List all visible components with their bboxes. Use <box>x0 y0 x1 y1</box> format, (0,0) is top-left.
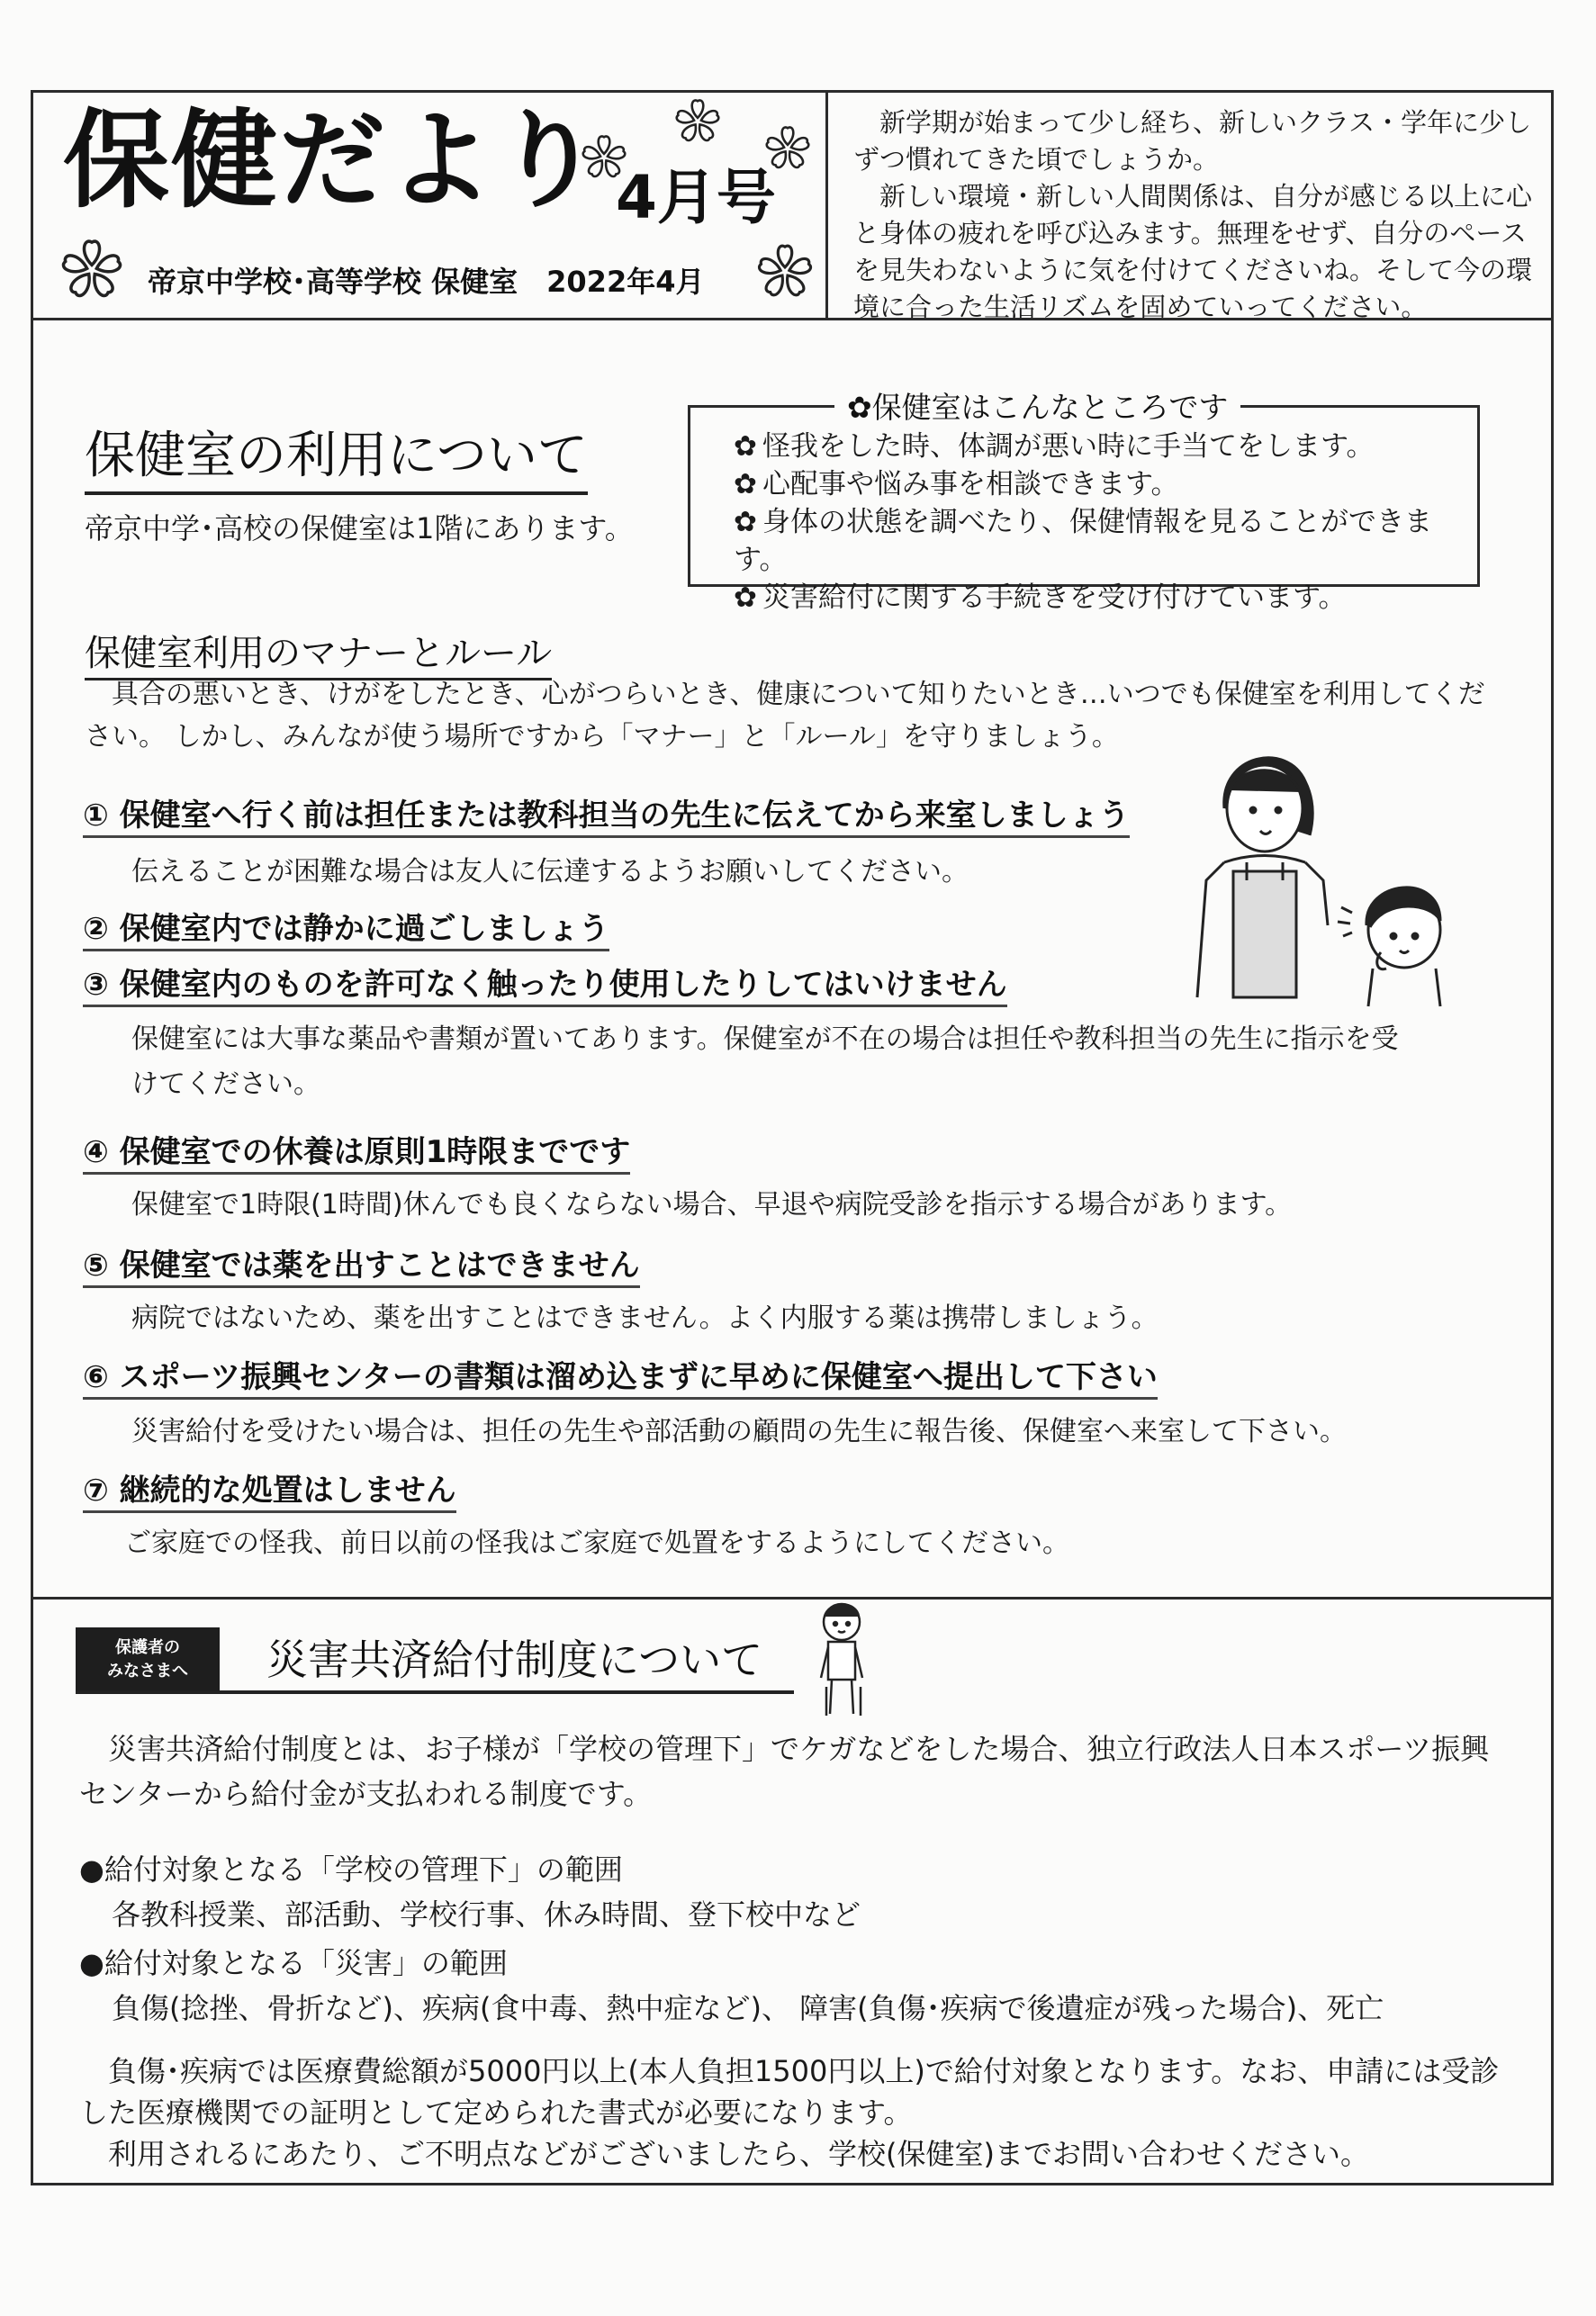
newsletter-title: 保健だより <box>63 98 604 222</box>
flower-bullet-icon: ✿ <box>734 581 757 614</box>
contact-note: 利用されるにあたり、ご不明点などがございましたら、学校(保健室)までお問い合わせください。 <box>108 2137 1369 2171</box>
flower-bullet-icon: ✿ <box>734 468 757 500</box>
rule-1-heading: ① 保健室へ行く前は担任または教科担当の先生に伝えてから来室しましょう <box>83 790 1130 838</box>
disaster-block <box>79 1941 1519 2031</box>
masthead <box>31 90 828 320</box>
disaster-heading: ●給付対象となる「災害」の範囲 <box>79 1946 508 1980</box>
boy-figure-illustration <box>810 1597 873 1723</box>
insurance-intro: 災害共済給付制度とは、お子様が「学校の管理下」でケガなどをした場合、独立行政法人日本スポーツ振興センターから給付金が支払われる制度です。 <box>79 1732 1490 1811</box>
scope-body: 各教科授業、部活動、学校行事、休み時間、登下校中など <box>112 1897 861 1932</box>
intro-paragraph: 新しい環境・新しい人間関係は、自分が感じる以上に心と身体の疲れを呼び込みます。無理をせず、自分のペースを見失わないように気を付けてくださいね。そして今の環境に合った生活リズムを固めていってください。 <box>853 181 1533 322</box>
flower-bullet-icon: ✿ <box>734 430 757 463</box>
sakura-icon <box>574 130 634 185</box>
rule-3-heading: ③ 保健室内のものを許可なく触ったり使用したりしてはいけません <box>83 960 1007 1007</box>
rules-intro: 具合の悪いとき、けがをしたとき、心がつらいとき、健康について知りたいとき…いつでも保健室を利用してください。 しかし、みんなが使う場所ですから「マナー」と「ルール」を守りましょう。 <box>85 679 1485 752</box>
guardians-tag: 保護者の みなさまへ <box>76 1627 220 1692</box>
school-line: 帝京中学校･高等学校 保健室 2022年4月 <box>148 265 705 299</box>
section-divider <box>31 1597 1554 1600</box>
usage-heading: 保健室の利用について <box>85 416 588 495</box>
rule-7-heading: ⑦ 継続的な処置はしません <box>83 1465 456 1513</box>
intro-message <box>828 90 1554 320</box>
flower-bullet-icon: ✿ <box>734 506 757 538</box>
scope-block <box>79 1847 1519 1937</box>
insurance-note: 負傷･疾病では医療費総額が5000円以上(本人負担1500円以上)で給付対象となります。なお、申請には受診した医療機関での証明として定められた書式が必要になります。 <box>79 2054 1500 2130</box>
rule-7-desc: ご家庭での怪我、前日以前の怪我はご家庭で処置をするようにしてください。 <box>124 1527 1069 1559</box>
scope-heading: ●給付対象となる「学校の管理下」の範囲 <box>79 1852 623 1887</box>
sakura-icon <box>751 238 819 306</box>
intro-paragraph: 新学期が始まって少し経ち、新しいクラス・学年に少しずつ慣れてきた頃でしょうか。 <box>853 107 1532 175</box>
insurance-heading: 災害共済給付制度について <box>266 1636 763 1684</box>
about-room-title: ✿保健室はこんなところです <box>834 384 1240 427</box>
rule-5-desc: 病院ではないため、薬を出すことはできません。よく内服する薬は携帯しましょう。 <box>131 1302 1159 1334</box>
rule-6-heading: ⑥ スポーツ振興センターの書類は溜め込まずに早めに保健室へ提出して下さい <box>83 1352 1158 1400</box>
rule-4-desc: 保健室で1時限(1時間)休んでも良くならない場合、早退や病院受診を指示する場合があります。 <box>131 1189 1293 1221</box>
sakura-icon <box>758 121 817 176</box>
sakura-icon <box>666 94 729 149</box>
location-note: 帝京中学･高校の保健室は1階にあります。 <box>85 511 634 545</box>
insurance-heading-rule <box>76 1690 794 1694</box>
rule-1-desc: 伝えることが困難な場合は友人に伝達するようお願いしてください。 <box>131 856 969 888</box>
rule-6-desc: 災害給付を受けたい場合は、担任の先生や部活動の顧問の先生に報告後、保健室へ来室して下さい。 <box>131 1416 1347 1447</box>
about-room-item: ✿ 怪我をした時、体調が悪い時に手当てをします。 <box>734 430 1375 463</box>
issue-label: 4月号 <box>616 163 776 232</box>
rule-3-desc: 保健室には大事な薬品や書類が置いてあります。保健室が不在の場合は担任や教科担当の先生に指示を受けてください。 <box>131 1023 1399 1100</box>
about-room-item: ✿ 身体の状態を調べたり、保健情報を見ることができます。 <box>734 506 1432 576</box>
disaster-body: 負傷(捻挫、骨折など)、疾病(食中毒、熱中症など)、 障害(負傷･疾病で後遺症が残った場合)、死亡 <box>112 1991 1384 2025</box>
rule-5-heading: ⑤ 保健室では薬を出すことはできません <box>83 1240 640 1288</box>
about-room-item: ✿ 心配事や悩み事を相談できます。 <box>734 468 1179 500</box>
rules-heading: 保健室利用のマナーとルール <box>85 625 552 680</box>
sakura-icon <box>52 232 131 308</box>
about-room-box <box>688 390 1480 614</box>
rule-2-heading: ② 保健室内では静かに過ごしましょう <box>83 904 609 951</box>
nurse-and-student-illustration <box>1170 736 1476 1015</box>
rule-4-heading: ④ 保健室での休養は原則1時限までです <box>83 1127 630 1175</box>
about-room-item: ✿ 災害給付に関する手続きを受け付けています。 <box>734 581 1347 614</box>
